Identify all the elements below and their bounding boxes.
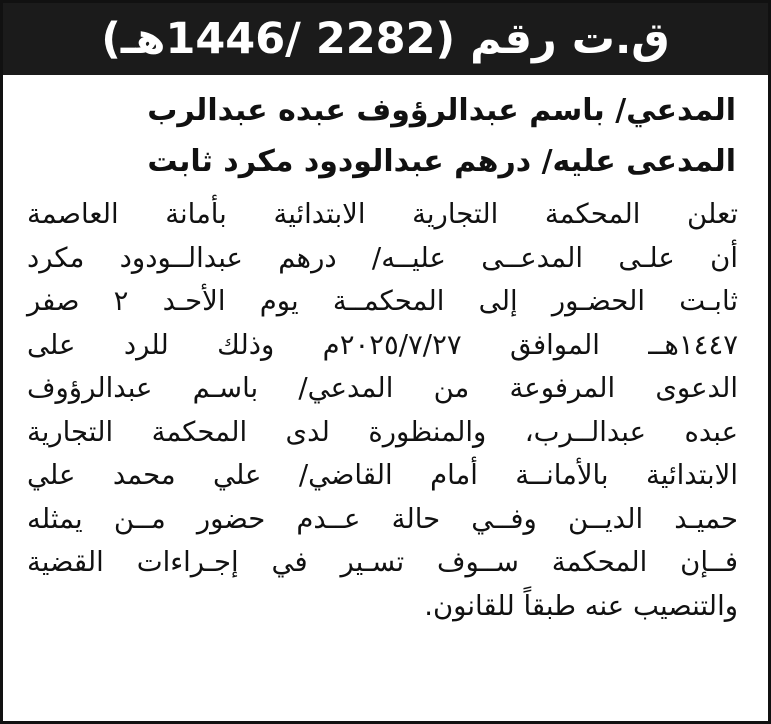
notice-body [3, 187, 768, 628]
body-line: ثابـت الحضـور إلى المحكمــة يوم الأحـد ٢ صفر [27, 285, 738, 317]
body-line: الدعوى المرفوعة من المدعي/ باسـم عبدالرؤوف [27, 372, 738, 404]
body-line: ١٤٤٧هــ الموافق ٢٠٢٥/٧/٢٧م وذلك للرد على [27, 328, 738, 361]
body-line: عبده عبدالــرب، والمنظورة لدى المحكمة التجارية [27, 415, 738, 448]
defendant-line: المدعى عليه/ درهم عبدالودود مكرد ثابت [147, 144, 736, 179]
plaintiff-line: المدعي/ باسم عبدالرؤوف عبده عبدالرب [147, 93, 736, 128]
body-line: تعلن المحكمة التجارية الابتدائية بأمانة العاصمة [27, 198, 738, 230]
case-number-title: ق.ت رقم (2282 /1446هـ) [101, 14, 670, 64]
body-line: الابتدائية بالأمانــة أمام القاضي/ علي محمد علي [27, 459, 738, 491]
body-line: حميـد الديــن وفــي حالة عــدم حضور مــن يمثله [27, 502, 738, 535]
parties-block [3, 75, 768, 187]
body-line: أن علـى المدعــى عليــه/ درهم عبدالــودود مكرد [27, 241, 738, 274]
body-line: فــإن المحكمة ســوف تسـير في إجـراءات القضية [27, 546, 738, 578]
notice-header [3, 3, 768, 75]
body-line-last: والتنصيب عنه طبقاً للقانون. [424, 589, 738, 622]
